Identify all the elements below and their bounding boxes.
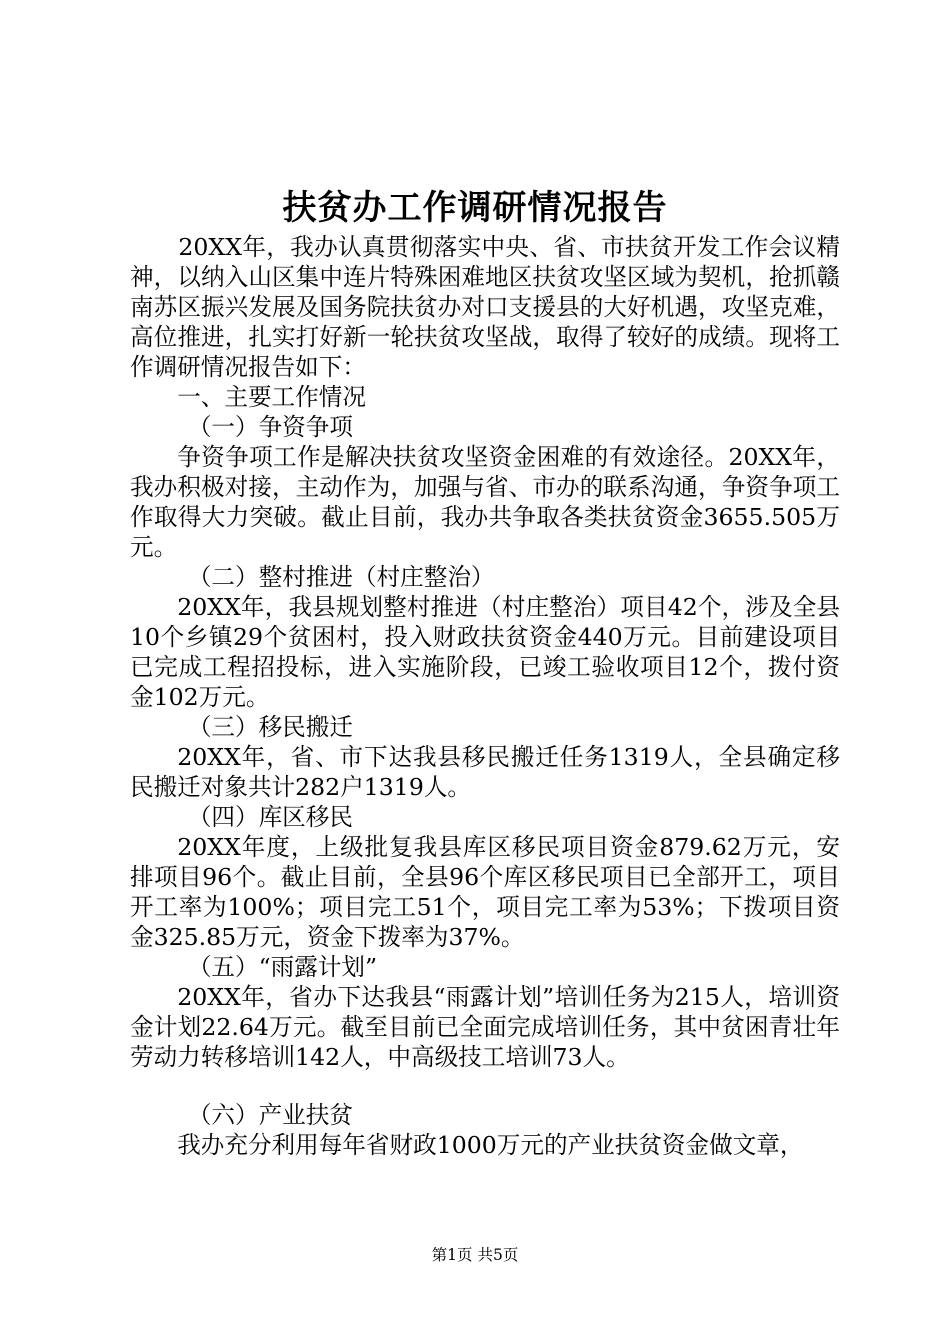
subheading-funding: （一）争资争项 <box>187 413 353 441</box>
document-body <box>130 232 840 1160</box>
subheading-rain-dew-plan: （五）“雨露计划” <box>187 953 378 981</box>
subheading-industry-poverty-relief: （六）产业扶贫 <box>187 1101 353 1129</box>
paragraph-funding: 争资争项工作是解决扶贫攻坚资金困难的有效途径。20XX年，我办积极对接，主动作为，加强与省、市办的联系沟通，争资争项工作取得大力突破。截止目前，我办共争取各类扶贫资金3655.505万元。 <box>130 443 840 561</box>
page-number-footer: 第1页 共5页 <box>431 1246 519 1264</box>
paragraph-village-advancement: 20XX年，我县规划整村推进（村庄整治）项目42个，涉及全县10个乡镇29个贫困村，投入财政扶贫资金440万元。目前建设项目已完成工程招投标，进入实施阶段，已竣工验收项目12个，拨付资金102万元。 <box>130 593 840 711</box>
intro-paragraph: 20XX年，我办认真贯彻落实中央、省、市扶贫开发工作会议精神，以纳入山区集中连片特殊困难地区扶贫攻坚区域为契机，抢抓赣南苏区振兴发展及国务院扶贫办对口支援县的大好机遇，攻坚克难，高位推进，扎实打好新一轮扶贫攻坚战，取得了较好的成绩。现将工作调研情况报告如下： <box>130 233 840 381</box>
section-heading-main-work: 一、主要工作情况 <box>177 383 366 411</box>
paragraph-industry-poverty-relief: 我办充分利用每年省财政1000万元的产业扶贫资金做文章， <box>177 1131 804 1159</box>
subheading-reservoir-migration: （四）库区移民 <box>187 803 353 831</box>
paragraph-reservoir-migration: 20XX年度，上级批复我县库区移民项目资金879.62万元，安排项目96个。截止目前，全县96个库区移民项目已全部开工，项目开工率为100%；项目完工51个，项目完工率为53%；下拨项目资金325.85万元，资金下拨率为37%。 <box>130 833 840 951</box>
document-title: 扶贫办工作调研情况报告 <box>282 188 668 228</box>
paragraph-relocation: 20XX年，省、市下达我县移民搬迁任务1319人，全县确定移民搬迁对象共计282户1319人。 <box>130 743 840 801</box>
subheading-village-advancement: （二）整村推进（村庄整治） <box>187 563 495 591</box>
blank-line <box>130 1072 840 1100</box>
paragraph-rain-dew-plan: 20XX年，省办下达我县“雨露计划”培训任务为215人，培训资金计划22.64万元。截至目前已全面完成培训任务，其中贫困青壮年劳动力转移培训142人，中高级技工培训73人。 <box>130 983 840 1071</box>
subheading-relocation: （三）移民搬迁 <box>187 713 353 741</box>
